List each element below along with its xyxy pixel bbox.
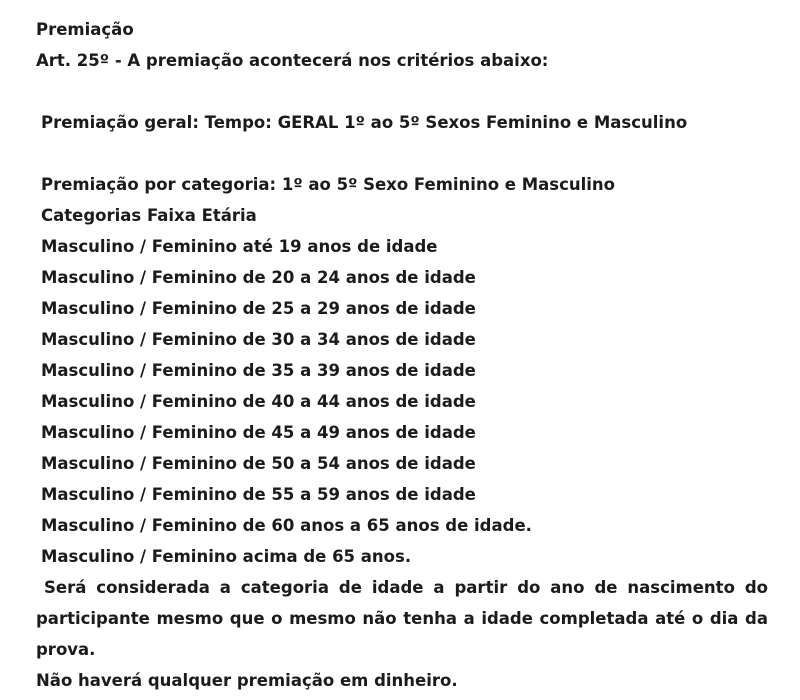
category-item: Masculino / Feminino de 35 a 39 anos de idade (41, 361, 476, 380)
article-title: Art. 25º - A premiação acontecerá nos critérios abaixo: (36, 51, 549, 70)
category-item: Masculino / Feminino de 25 a 29 anos de idade (41, 299, 476, 318)
category-item: Masculino / Feminino de 30 a 34 anos de idade (41, 330, 476, 349)
general-award: Premiação geral: Tempo: GERAL 1º ao 5º Sexos Feminino e Masculino (41, 113, 688, 132)
category-item: Masculino / Feminino até 19 anos de idade (41, 237, 438, 256)
blank-line (36, 76, 768, 107)
document-body (36, 14, 768, 696)
category-item: Masculino / Feminino de 20 a 24 anos de idade (41, 268, 476, 287)
no-cash-notice: Não haverá qualquer premiação em dinheiro. (36, 671, 458, 690)
categories-title: Categorias Faixa Etária (41, 206, 257, 225)
category-item: Masculino / Feminino acima de 65 anos. (41, 547, 412, 566)
category-item: Masculino / Feminino de 60 anos a 65 anos de idade. (41, 516, 532, 535)
category-award: Premiação por categoria: 1º ao 5º Sexo Feminino e Masculino (41, 175, 616, 194)
category-item: Masculino / Feminino de 40 a 44 anos de idade (41, 392, 476, 411)
section-heading: Premiação (36, 20, 134, 39)
blank-line (36, 138, 768, 169)
category-item: Masculino / Feminino de 50 a 54 anos de idade (41, 454, 476, 473)
category-item: Masculino / Feminino de 45 a 49 anos de idade (41, 423, 476, 442)
age-rule-paragraph (36, 572, 768, 665)
category-item: Masculino / Feminino de 55 a 59 anos de idade (41, 485, 476, 504)
age-rule-text: Será considerada a categoria de idade a partir do ano de nascimento do participante mesmo que o mesmo não tenha a idade completada até o dia da prova. (36, 578, 768, 659)
